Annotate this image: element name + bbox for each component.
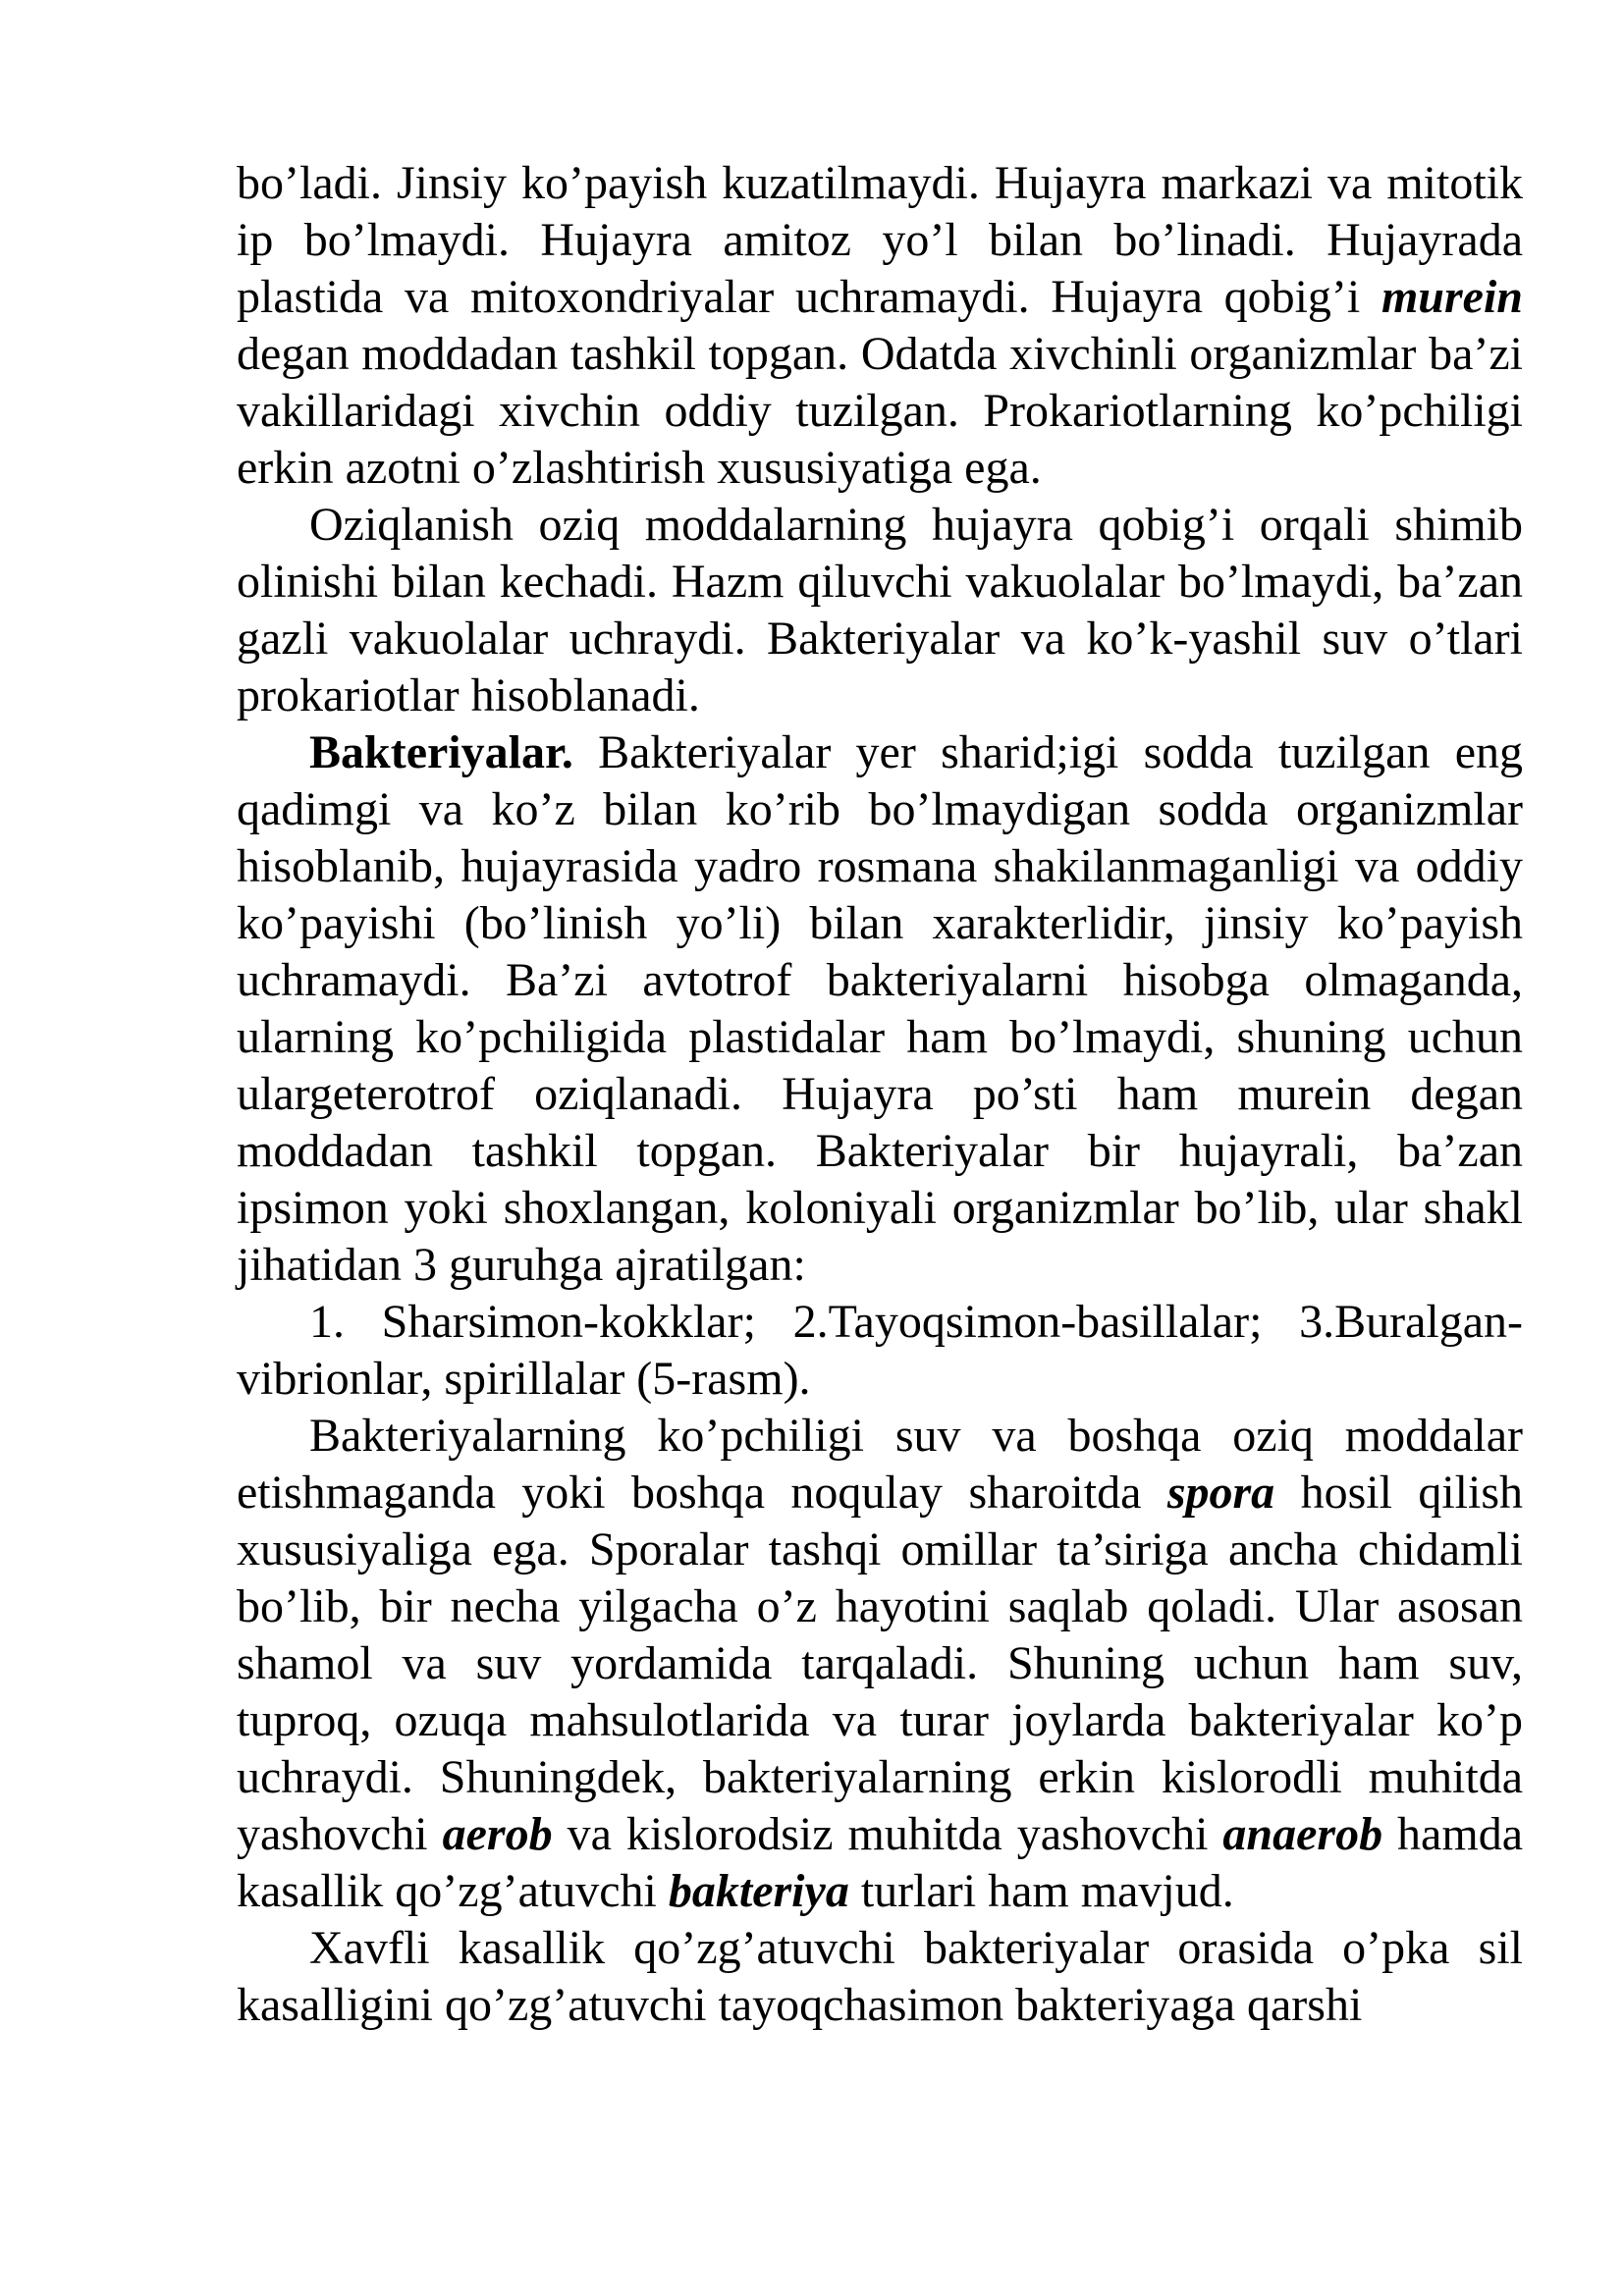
- document-page: [237, 155, 1523, 2034]
- text-run: degan moddadan tashkil topgan. Odatda xivchinli organizmlar ba’zi vakillaridagi xivchin oddiy tuzilgan. Prokariotlarning ko’pchiligi erkin azotni o’zlashtirish xususiyatiga ega.: [237, 328, 1523, 494]
- term-spora: spora: [1166, 1467, 1275, 1519]
- text-run: hosil qilish xususiyaliga ega. Sporalar tashqi omillar ta’siriga ancha chidamli bo’lib, bir necha yilgacha o’z hayotini saqlab qoladi. Ular asosan shamol va suv yordamida tarqaladi. Shuning uchun ham suv, tuproq, ozuqa mahsulotlarida va turar joylarda bakteriyalar ko’p uchraydi. Shuningdek, bakteriyalarning erkin kislorodli muhitda yashovchi: [237, 1467, 1524, 1860]
- paragraph-bacteria: [237, 724, 1523, 1294]
- term-bakteriya: bakteriya: [668, 1865, 849, 1917]
- text-run: hamda kasallik qo’zg’atuvchi: [237, 1808, 1524, 1917]
- paragraph-bacteria-shapes: [237, 1294, 1523, 1408]
- text-run: turlari ham mavjud.: [848, 1865, 1234, 1917]
- text-run: Xavfli kasallik qo’zg’atuvchi bakteriyalar orasida o’pka sil kasalligini qo’zg’atuvchi tayoqchasimon bakteriyaga qarshi: [237, 1922, 1523, 2031]
- paragraph-nutrition: [237, 497, 1523, 724]
- term-murein: murein: [1380, 271, 1523, 323]
- text-run: va kislorodsiz muhitda yashovchi: [552, 1808, 1223, 1860]
- paragraph-prokaryote-cell: [237, 155, 1523, 497]
- term-aerob: aerob: [442, 1808, 553, 1860]
- text-run: Bakteriyalarning ko’pchiligi suv va boshqa oziq moddalar etishmaganda yoki boshqa noqulay sharoitda: [237, 1410, 1523, 1519]
- paragraph-dangerous-bacteria: [237, 1920, 1523, 2034]
- paragraph-spores: [237, 1408, 1523, 1920]
- term-anaerob: anaerob: [1222, 1808, 1383, 1860]
- text-run: 1. Sharsimon-kokklar; 2.Tayoqsimon-basillalar; 3.Buralgan-vibrionlar, spirillalar (5-rasm).: [237, 1296, 1523, 1405]
- text-run: Oziqlanish oziq moddalarning hujayra qobig’i orqali shimib olinishi bilan kechadi. Hazm qiluvchi vakuolalar bo’lmaydi, ba’zan gazli vakuolalar uchraydi. Bakteriyalar va ko’k-yashil suv o’tlari prokariotlar hisoblanadi.: [237, 499, 1523, 721]
- text-run: bo’ladi. Jinsiy ko’payish kuzatilmaydi. Hujayra markazi va mitotik ip bo’lmaydi. Hujayra amitoz yo’l bilan bo’linadi. Hujayrada plastida va mitoxondriyalar uchramaydi. Hujayra qobig’i: [237, 157, 1523, 323]
- text-run: Bakteriyalar yer sharid;igi sodda tuzilgan eng qadimgi va ko’z bilan ko’rib bo’lmaydigan sodda organizmlar hisoblanib, hujayrasida yadro rosmana shakilanmaganligi va oddiy ko’payishi (bo’linish yo’li) bilan xarakterlidir, jinsiy ko’payish uchramaydi. Ba’zi avtotrof bakteriyalarni hisobga olmaganda, ularning ko’pchiligida plastidalar ham bo’lmaydi, shuning uchun ulargeterotrof oziqlanadi. Hujayra po’sti ham murein degan moddadan tashkil topgan. Bakteriyalar bir hujayrali, ba’zan ipsimon yoki shoxlangan, koloniyali organizmlar bo’lib, ular shakl jihatidan 3 guruhga ajratilgan:: [237, 726, 1523, 1291]
- section-heading-bacteria: Bakteriyalar.: [309, 726, 573, 778]
